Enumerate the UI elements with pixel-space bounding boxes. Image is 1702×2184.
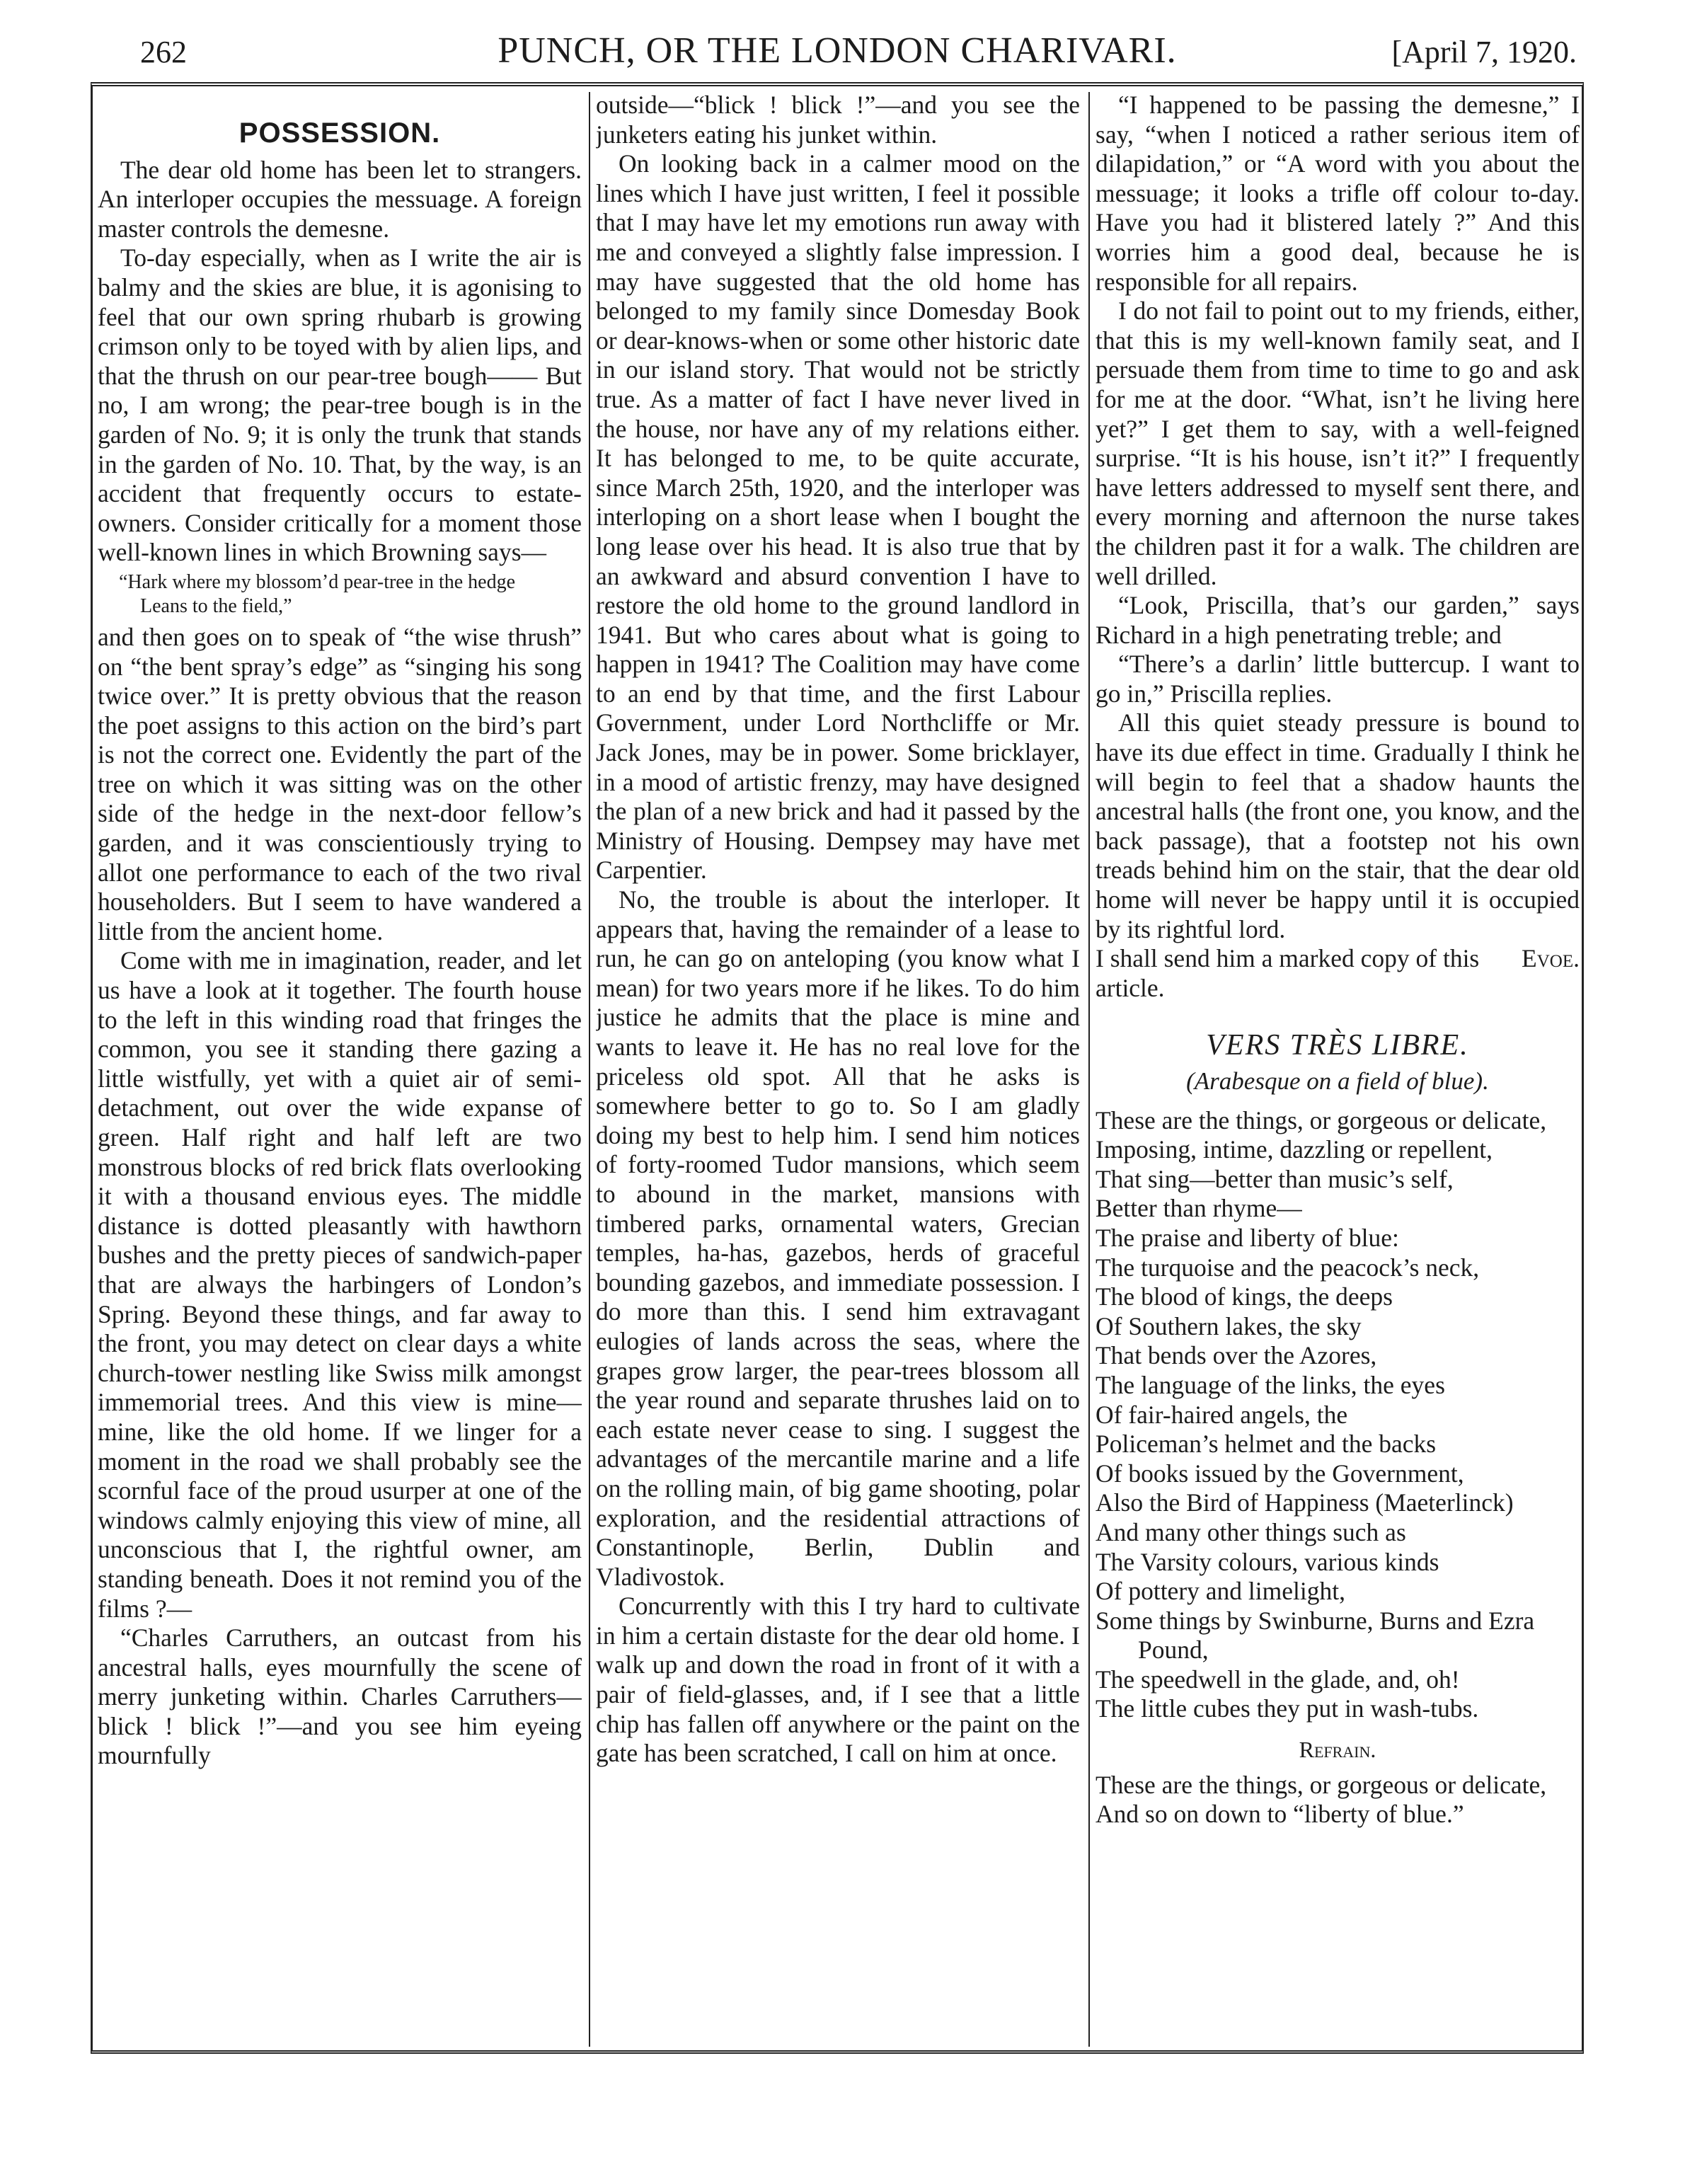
page-header: [91, 28, 1584, 85]
poem-body: [1096, 1106, 1580, 1724]
paragraph: No, the trouble is about the interloper. It appears that, having the remainder of a lease to run, he can go on anteloping (you know what I mean) for two years more if he likes. To do him justice he admits that the place is mine and wants to leave it. He has no real love for the priceless old spot. All that he asks is somewhere better to go to. So I am gladly doing my best to help him. I send him notices of forty-roomed Tudor mansions, which seem to abound in the market, mansions with timbered parks, ornamental waters, Grecian temples, ha-has, gazebos, herds of graceful bounding gazebos, and immediate possession. I do more than this. I send him extravagant eulogies of lands across the seas, where the grapes grow larger, the pear-trees blossom all the year round and separate thrushes laid on to each estate never cease to sing. I suggest the advantages of the mercantile marine and a life on the rolling main, of big game shooting, polar exploration, and the residential attractions of Constantinople, Berlin, Dublin and Vladivostok.: [596, 885, 1080, 1591]
poem-subtitle: (Arabesque on a field of blue).: [1186, 1067, 1489, 1095]
poem-line: The praise and liberty of blue:: [1096, 1223, 1399, 1252]
column-2: [596, 91, 1080, 2030]
poem-line: The blood of kings, the deeps: [1096, 1282, 1393, 1311]
paragraph: Come with me in imagination, reader, and let us have a look at it together. The fourth house to the left in this winding road that fringes the common, you see it standing there gazing a little wistfully, yet with a quiet air of semi-detachment, out over the wide expanse of green. Half right and half left are two monstrous blocks of red brick flats overlooking it with a thousand envious eyes. The middle distance is dotted pleasantly with hawthorn bushes and the pretty pieces of sandwich-paper that are always the harbingers of London’s Spring. Beyond these things, and far away to the front, you may detect on clear days a white church-tower nestling like Swiss milk amongst immemorial trees. And this view is mine—mine, like the old home. If we linger for a moment in the road we shall probably see the scornful face of the proud usurper at one of the windows calmly enjoying this view of mine, all unconscious that I, the rightful owner, am standing beneath. Does it not remind you of the films ?—: [98, 946, 582, 1623]
paragraph: All this quiet steady pressure is bound to have its due effect in time. Gradually I think he will begin to feel that a shadow haunts the ancestral halls (the front one, you know, and the back passage), that a footstep not his own treads behind him on the stair, that the dear old home will never be happy until it is occupied by its rightful lord.: [1096, 708, 1580, 943]
poem-line: Imposing, intime, dazzling or repellent,: [1096, 1135, 1493, 1164]
poem-line: Also the Bird of Happiness (Maeterlinck): [1096, 1488, 1514, 1517]
poem-line: The speedwell in the glade, and, oh!: [1096, 1665, 1460, 1694]
paragraph: and then goes on to speak of “the wise thrush” on “the bent spray’s edge” as “singing his song twice over.” It is pretty obvious that the reason the poet assigns to this action on the bird’s part is not the correct one. Evidently the part of the tree on which it was sitting was on the other side of the hedge in the next-door fellow’s garden, and it was conscientiously trying to allot one performance to each of the two rival householders. But I seem to have wandered a little from the ancient home.: [98, 622, 582, 946]
refrain-line: And so on down to “liberty of blue.”: [1096, 1800, 1464, 1829]
poem-line: Of pottery and limelight,: [1096, 1577, 1345, 1606]
column-1: [98, 91, 582, 2030]
poem-line: Policeman’s helmet and the backs: [1096, 1430, 1437, 1459]
poem-line: Of fair-haired angels, the: [1096, 1400, 1348, 1429]
quote-line: Leans to the field,”: [140, 594, 292, 617]
poem-line: The Varsity colours, various kinds: [1096, 1547, 1439, 1576]
refrain-heading: Refrain.: [1299, 1737, 1376, 1763]
paragraph: “Charles Carruthers, an outcast from his ancestral halls, eyes mournfully the scene of merry junketing within. Charles Carruthers—blick ! blick !”—and you see him eyeing mournfully: [98, 1623, 582, 1770]
paragraph: I shall send him a marked copy of this article.: [1096, 944, 1480, 1002]
column-rule: [1088, 92, 1090, 2047]
closing-line: [1096, 944, 1580, 1003]
paragraph: On looking back in a calmer mood on the lines which I have just written, I feel it possible that I may have let my emotions run away with me and conveyed a slightly false impression. I may have suggested that the old home has belonged to my family since Domesday Book or dear-knows-when or some other historic date in our island story. That would not be strictly true. As a matter of fact I have never lived in the house, nor have any of my relations either. It has belonged to me, to be quite accurate, since March 25th, 1920, and the interloper was interloping on a short lease when I bought the long lease over his head. It is also true that by an awkward and absurd convention I have to restore the old home to the ground landlord in 1941. But who cares about what is going to happen in 1941? The Coalition may have come to an end by that time, and the first Labour Government, under Lord Northcliffe or Mr. Jack Jones, may be in power. Some bricklayer, in a mood of artistic frenzy, may have designed the plan of a new brick and had it passed by the Ministry of Housing. Dempsey may have met Carpentier.: [596, 149, 1080, 885]
poem-title: VERS TRÈS LIBRE.: [1206, 1029, 1469, 1062]
issue-date: [April 7, 1920.: [1391, 35, 1577, 69]
refrain-body: [1096, 1771, 1580, 1829]
column-3: [1096, 91, 1580, 2030]
poem-line: The language of the links, the eyes: [1096, 1370, 1445, 1399]
poem-line: That bends over the Azores,: [1096, 1341, 1377, 1370]
paragraph: “There’s a darlin’ little buttercup. I want to go in,” Priscilla replies.: [1096, 650, 1580, 708]
paragraph: “I happened to be passing the demesne,” I say, “when I noticed a rather serious item of dilapidation,” or “A word with you about the messuage; it looks a trifle off colour to-day. Have you had it blistered lately ?” And this worries him a good deal, because he is responsible for all repairs.: [1096, 91, 1580, 296]
author-signature: Evoe.: [1522, 944, 1580, 973]
poem-line: Of Southern lakes, the sky: [1096, 1311, 1362, 1340]
poem-line: Of books issued by the Government,: [1096, 1459, 1464, 1488]
refrain-line: These are the things, or gorgeous or delicate,: [1096, 1770, 1547, 1799]
poem-line: The little cubes they put in wash-tubs.: [1096, 1694, 1479, 1723]
masthead-title: PUNCH, OR THE LONDON CHARIVARI.: [498, 30, 1177, 71]
article-title: POSSESSION.: [238, 117, 441, 149]
paragraph: outside—“blick ! blick !”—and you see the junketers eating his junket within.: [596, 91, 1080, 149]
paragraph: Concurrently with this I try hard to cultivate in him a certain distaste for the dear old home. I walk up and down the road in front of it with a pair of field-glasses, and, if I see that a little chip has fallen off anywhere or the paint on the gate has been scratched, I call on him at once.: [596, 1592, 1080, 1768]
column-rule: [589, 92, 590, 2047]
page-number: 262: [140, 35, 187, 69]
paragraph: “Look, Priscilla, that’s our garden,” says Richard in a high penetrating treble; and: [1096, 591, 1580, 649]
verse-quote: [119, 570, 582, 619]
paragraph: To-day especially, when as I write the air is balmy and the skies are blue, it is agonising to feel that our own spring rhubarb is growing crimson only to be toyed with by alien lips, and that the thrush on our pear-tree bough—— But no, I am wrong; the pear-tree bough is in the garden of No. 9; it is only the trunk that stands in the garden of No. 10. That, by the way, is an accident that frequently occurs to estate-owners. Consider critically for a moment those well-known lines in which Browning says—: [98, 243, 582, 567]
poem-line: Better than rhyme—: [1096, 1194, 1302, 1223]
quote-line: “Hark where my blossom’d pear-tree in the hedge: [119, 570, 515, 593]
paragraph: I do not fail to point out to my friends, either, that this is my well-known family seat, and I persuade them from time to time to go and ask for me at the door. “What, isn’t he living here yet?” I get them to say, with a well-feigned surprise. “It is his house, isn’t it?” I frequently have letters addressed to myself sent there, and every morning and afternoon the nurse takes the children past it for a walk. The children are well drilled.: [1096, 297, 1580, 590]
poem-line: The turquoise and the peacock’s neck,: [1096, 1253, 1480, 1282]
poem-line: These are the things, or gorgeous or delicate,: [1096, 1105, 1547, 1134]
poem-line: And many other things such as: [1096, 1517, 1406, 1546]
poem-line: That sing—better than music’s self,: [1096, 1164, 1454, 1193]
poem-line: Some things by Swinburne, Burns and Ezra Pound,: [1096, 1606, 1535, 1665]
paragraph: The dear old home has been let to strangers. An interloper occupies the messuage. A foreign master controls the demesne.: [98, 155, 582, 243]
